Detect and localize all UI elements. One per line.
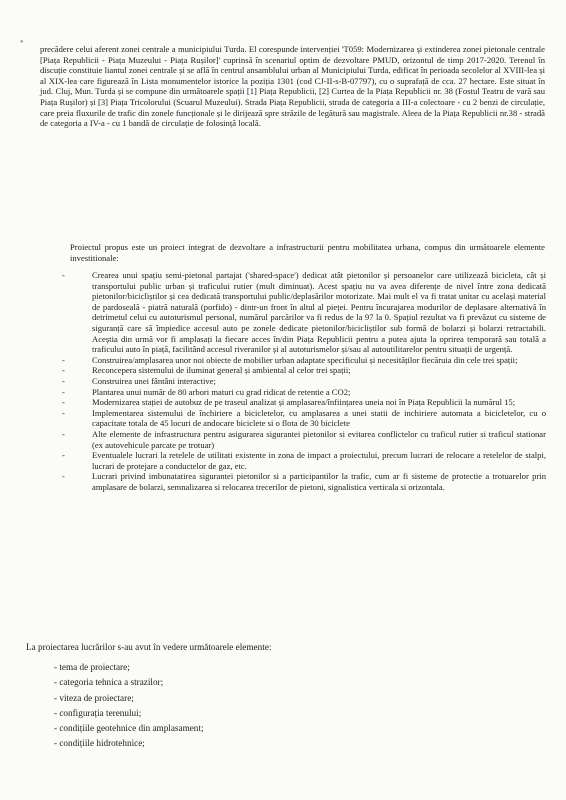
list-item: - configurația terenului; (54, 707, 142, 718)
list-item: - condițiile hidrotehnice; (54, 738, 145, 749)
project-paragraph: Proiectul propus este un proiect integrat de dezvoltare a infrastructurii pentru mobilitatea urbana, compus din următoarele elemente investitionale: (70, 242, 545, 263)
list-item: - Alte elemente de infrastructura pentru asigurarea sigurantei pietonilor si evitarea conflictelor cu traficul rutier si traficul stationar (ex autovehicule parcate pe trotuar) (62, 428, 546, 450)
intro-paragraph: precădere celui aferent zonei centrale a municipiului Turda. El corespunde intervenției 'T059: Modernizarea și extinderea zonei pietonale centrale [Piața Republicii - Piața Muzeului - Piața Rușilor]' cuprinsă în scenariul optim de dezvoltare PMUD, orizontul de timp 2017-2020. Terenul în discuție constituie liantul zonei centrale și se află în centrul ansamblului urban al Municipiului Turda, edificat în perioada secolelor al XVIII-lea și al XIX-lea care figurează în Lista monumentelor istorice la poziția 1301 (cod CJ-II-s-B-07797), cu o suprafață de cca. 27 hectare. Este situat în jud. Cluj, Mun. Turda și se compune din următoarele spații [1] Piața Republicii, [2] Curtea de la Piața Republicii nr. 38 (Fostul Teatru de vară sau Piața Rușilor) și [3] Piața Tricolorului (Scuarul Muzeului). Strada Piața Republicii, strada de categoria a III-a colectoare - cu 2 benzi de circulație, care preia fluxurile de trafic din zonele funcționale și le dirijează spre străzile de legătură sau magistrale. Aleea de la Piața Republicii nr.38 - stradă de categoria a IV-a - cu 1 bandă de circulație de folosință locală. (40, 44, 545, 129)
design-elements-list (54, 660, 204, 752)
list-item: - Modernizarea stației de autobuz de pe traseul analizat și amplasarea/înființarea uneia noi în Piața Republicii la numărul 15; (62, 397, 516, 408)
list-item: - condițiile geotehnice din amplasament; (54, 723, 204, 734)
list-item: - Eventualele lucrari la retelele de utilitati existente in zona de impact a proiectului, precum lucrari de relocare a retelelor de stalpi, lucrari de protejare a conductelor de gaz, etc. (62, 450, 546, 471)
investment-list (62, 270, 546, 492)
list-item: - viteza de proiectare; (54, 692, 134, 703)
list-item: - Reconcepera sistemului de iluminat general și ambiental al celor trei spații; (62, 365, 351, 376)
list-item: - Plantarea unui număr de 80 arbori maturi cu grad ridicat de retentie a CO2; (62, 386, 351, 397)
design-paragraph: La proiectarea lucrărilor s-au avut în vedere următoarele elemente: (26, 642, 272, 652)
list-item: - Construirea unei fântâni interactive; (62, 375, 216, 386)
stray-mark: * (20, 39, 24, 47)
list-item: - Implementarea sistemului de închiriere a bicicletelor, cu amplasarea a unei statii de inchiriere automata a bicicletelor, cu o capacitate totala de 45 locuri de andocare biciclete si o flota de 30 biciclete (62, 407, 546, 429)
list-item: - categoria tehnica a strazilor; (54, 677, 164, 688)
list-item: - Crearea unui spațiu semi-pietonal partajat ('shared-space') dedicat atât pietonilor și persoanelor care utilizează bicicleta, cât și transportului public urban și traficului rutier (mult diminuat). Acest spațiu nu va avea diferențe de nivel între zona dedicată pietonilor/bicicliștilor și cea dedicată transportului public/deplasărilor motorizate. Mai mult el va fi tratat unitar cu același material de pardoseală - piatră naturală (porfido) - dintr-un front în altul al pieței. Pentru încurajarea modurilor de deplasare alternativă în detrimetul celui cu autoturismul personal, numărul parcărilor va fi redus de la 97 la 0. Spațiul rezultat va fi prevăzut cu sisteme de siguranță care să împiedice accesul auto pe zonele dedicate pietonilor/bicicliștilor sub formă de bolarzi și bolarzi retractabili. Aceștia din urmă vor fi amplasați la fiecare acces în/din Piața Republicii pentru a putea ajuta la oprirea temporară sau totală a traficului auto în piață, facilitând accesul riveranilor și al autoturismelor și/sau al autoutilitarelor pentru situații de urgență. (62, 270, 546, 355)
list-item: - Construirea/amplasarea unor noi obiecte de mobilier urban adaptate specificului și necesităților fiecăruia din cele trei spații; (62, 354, 518, 365)
list-item: - tema de proiectare; (54, 662, 130, 672)
list-item: - Lucrari privind imbunatatirea sigurantei pietonilor si a participantilor la trafic, cum ar fi sisteme de protectie a trotuarelor prin amplasare de bolarzi, semnalizarea si relocarea trecerilor de pietoni, signalistica verticala si orizontala. (62, 471, 546, 492)
